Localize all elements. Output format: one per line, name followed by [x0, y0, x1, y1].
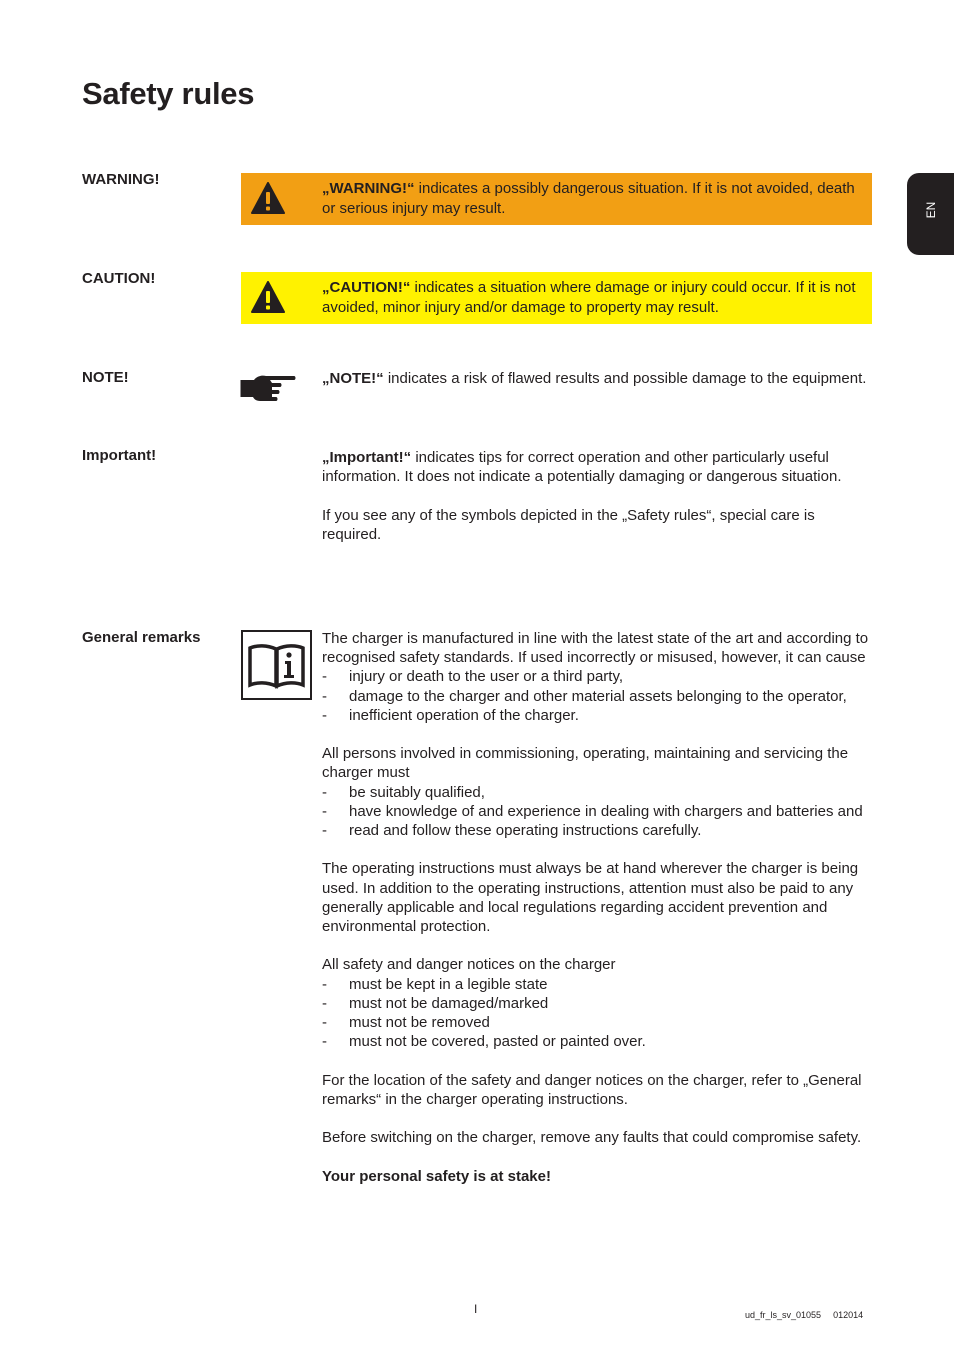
persons-intro: All persons involved in commissioning, operating, maintaining and servicing the charger must [322, 745, 849, 782]
page-number: I [474, 1302, 478, 1316]
general-remarks-section [322, 629, 872, 1186]
read-manual-info-icon [241, 630, 312, 700]
instructions-paragraph: The operating instructions must always be at hand wherever the charger is being used. In addition to the operating instructions, attention must also be paid to any generally applicable and local regulations regarding accident prevention and environmental protection. [322, 860, 859, 936]
warning-box [241, 173, 872, 225]
list-item: - read and follow these operating instructions carefully. [322, 821, 872, 840]
note-label: NOTE! [82, 369, 129, 386]
list-item: - inefficient operation of the charger. [322, 706, 872, 725]
page-title: Safety rules [82, 76, 255, 111]
warning-label: WARNING! [82, 171, 160, 188]
pointing-hand-icon [240, 372, 296, 406]
closing-statement: Your personal safety is at stake! [322, 1167, 551, 1185]
general-remarks-label: General remarks [82, 629, 201, 646]
location-paragraph: For the location of the safety and danger notices on the charger, refer to „General remarks“ in the charger operating instructions. [322, 1071, 862, 1108]
switching-paragraph: Before switching on the charger, remove any faults that could compromise safety. [322, 1129, 862, 1147]
caution-label: CAUTION! [82, 270, 156, 287]
list-item: - be suitably qualified, [322, 783, 872, 802]
note-text: „NOTE!“ indicates a risk of flawed results and possible damage to the equipment. [322, 370, 867, 387]
important-label: Important! [82, 447, 157, 464]
important-text: „Important!“ indicates tips for correct operation and other particularly useful information. It does not indicate a potentially damaging or dangerous situation. [322, 449, 842, 486]
list-item: - damage to the charger and other material assets belonging to the operator, [322, 687, 872, 706]
list-item: - must not be removed [322, 1013, 872, 1032]
list-item: - must not be covered, pasted or painted over. [322, 1032, 872, 1051]
caution-triangle-icon [251, 281, 285, 313]
list-item: - must be kept in a legible state [322, 975, 872, 994]
caution-text: „CAUTION!“ indicates a situation where damage or injury could occur. If it is not avoided, minor injury and/or damage to property may result. [322, 279, 856, 316]
language-tab [907, 173, 954, 255]
notices-intro: All safety and danger notices on the charger [322, 956, 616, 974]
warning-text: „WARNING!“ indicates a possibly dangerous situation. If it is not avoided, death or serious injury may result. [322, 180, 855, 217]
list-item: - injury or death to the user or a third party, [322, 667, 872, 686]
important-followup: If you see any of the symbols depicted in the „Safety rules“, special care is required. [322, 506, 815, 543]
document-code: ud_fr_ls_sv_01055 012014 [745, 1310, 864, 1320]
language-tab-label: EN [924, 201, 938, 219]
list-item: - must not be damaged/marked [322, 994, 872, 1013]
general-intro: The charger is manufactured in line with the latest state of the art and according to recognised safety standards. If used incorrectly or misused, however, it can cause [322, 630, 869, 667]
important-section [322, 448, 872, 544]
warning-triangle-icon [251, 182, 285, 214]
list-item: - have knowledge of and experience in dealing with chargers and batteries and [322, 802, 872, 821]
caution-box [241, 272, 872, 324]
